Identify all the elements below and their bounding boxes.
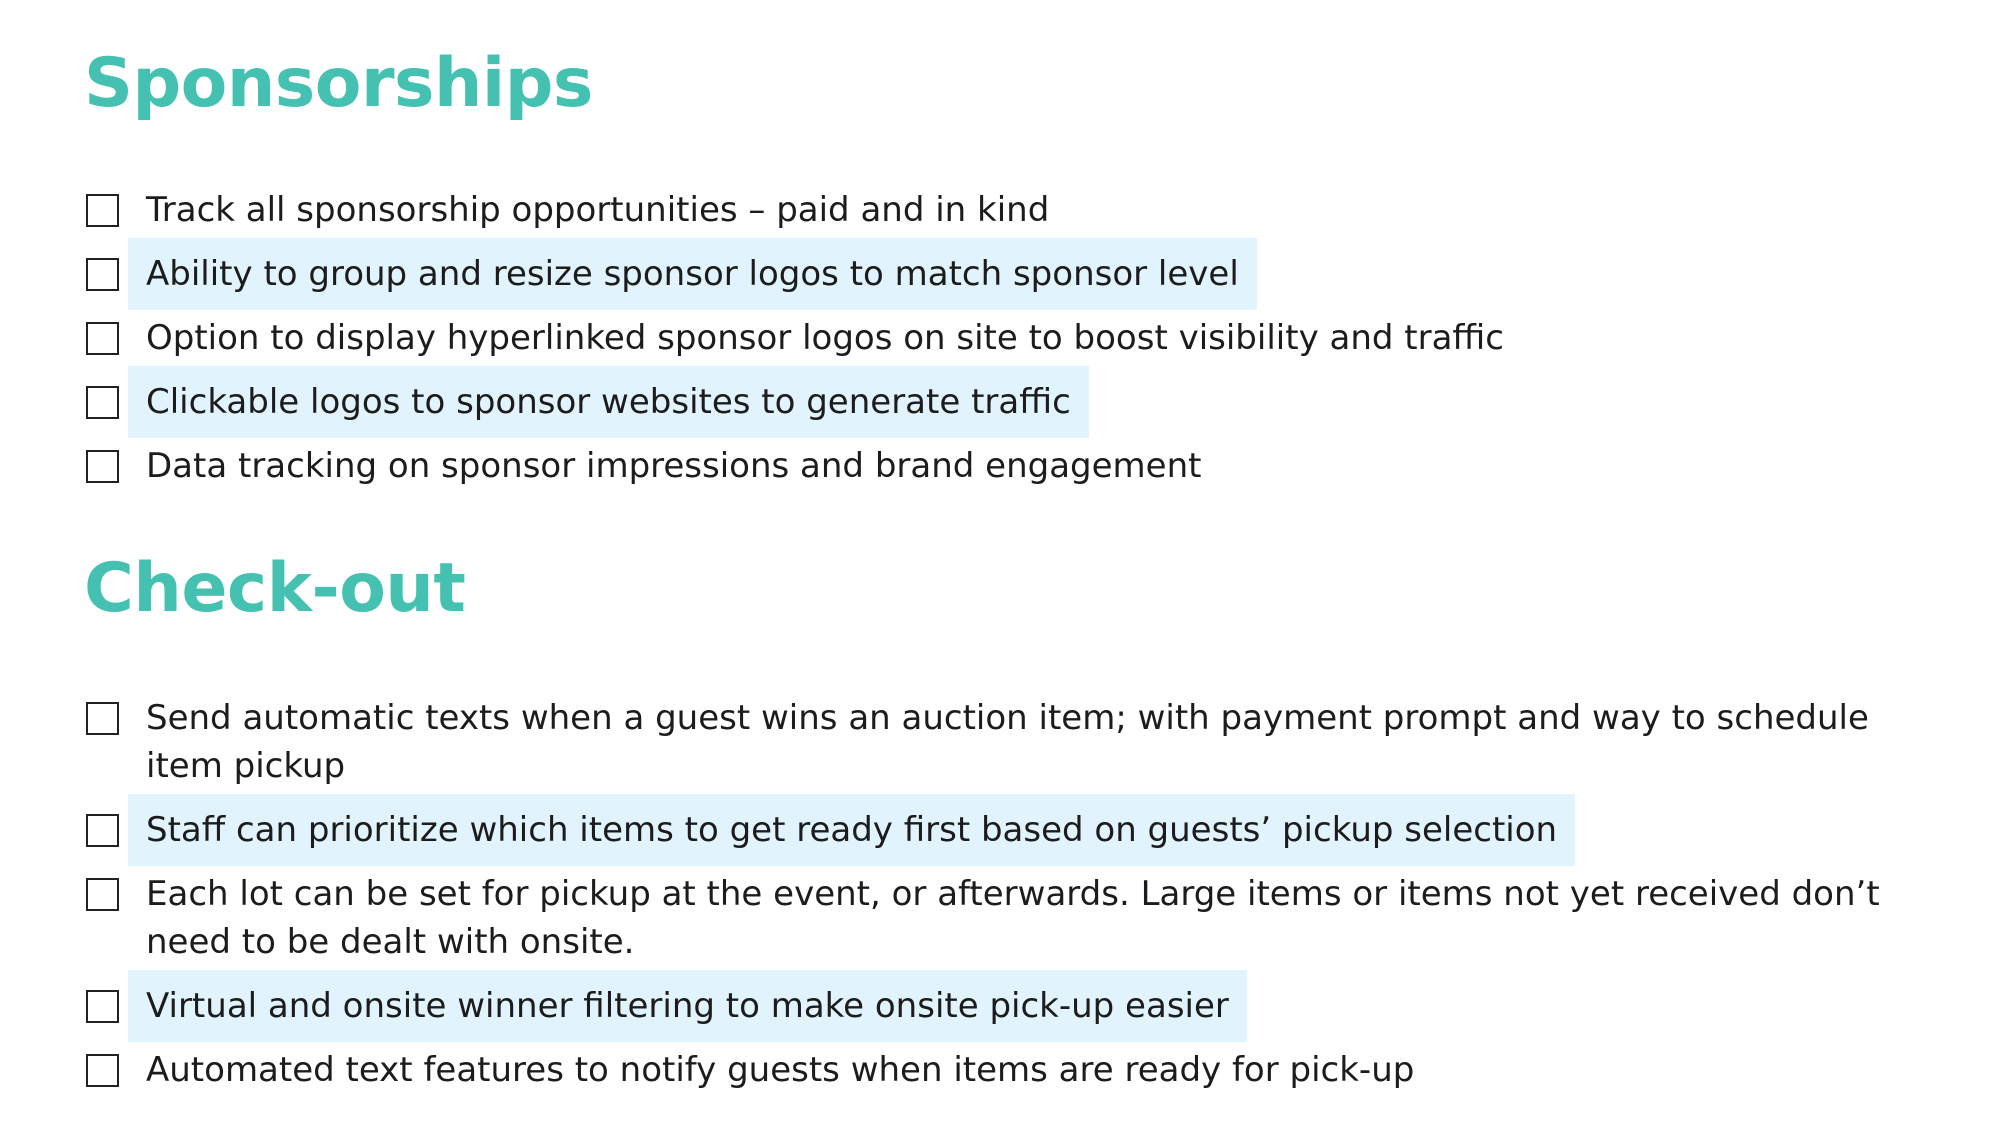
checkbox[interactable]: [86, 194, 119, 227]
section-title-sponsorships: Sponsorships: [84, 44, 593, 123]
checkbox[interactable]: [86, 878, 119, 911]
checklist-item-label: Automated text features to notify guests when items are ready for pick-up: [146, 1050, 1415, 1090]
checklist-item-label: Virtual and onsite winner filtering to make onsite pick-up easier: [128, 970, 1247, 1042]
checklist-item-label: Data tracking on sponsor impressions and brand engagement: [146, 446, 1202, 486]
checklist-item-label: Staff can prioritize which items to get ready first based on guests’ pickup selection: [128, 794, 1575, 866]
checklist-item-label: Clickable logos to sponsor websites to generate traffic: [128, 366, 1089, 438]
checklist-item-label: Ability to group and resize sponsor logos to match sponsor level: [128, 238, 1257, 310]
checklist-item-label: Track all sponsorship opportunities – paid and in kind: [146, 190, 1050, 230]
checklist-item-label: Send automatic texts when a guest wins an auction item; with payment prompt and way to schedule item pickup: [146, 698, 1869, 786]
section-title-checkout: Check-out: [84, 549, 466, 628]
checkbox[interactable]: [86, 1054, 119, 1087]
checkbox[interactable]: [86, 450, 119, 483]
checklist-item-label: Option to display hyperlinked sponsor logos on site to boost visibility and traffic: [146, 318, 1504, 358]
checkbox[interactable]: [86, 386, 119, 419]
checkbox[interactable]: [86, 814, 119, 847]
checklist-item-label: Each lot can be set for pickup at the event, or afterwards. Large items or items not yet received don’t need to be dealt with onsite.: [146, 874, 1880, 962]
checkbox[interactable]: [86, 258, 119, 291]
checkbox[interactable]: [86, 990, 119, 1023]
checkbox[interactable]: [86, 702, 119, 735]
checkbox[interactable]: [86, 322, 119, 355]
